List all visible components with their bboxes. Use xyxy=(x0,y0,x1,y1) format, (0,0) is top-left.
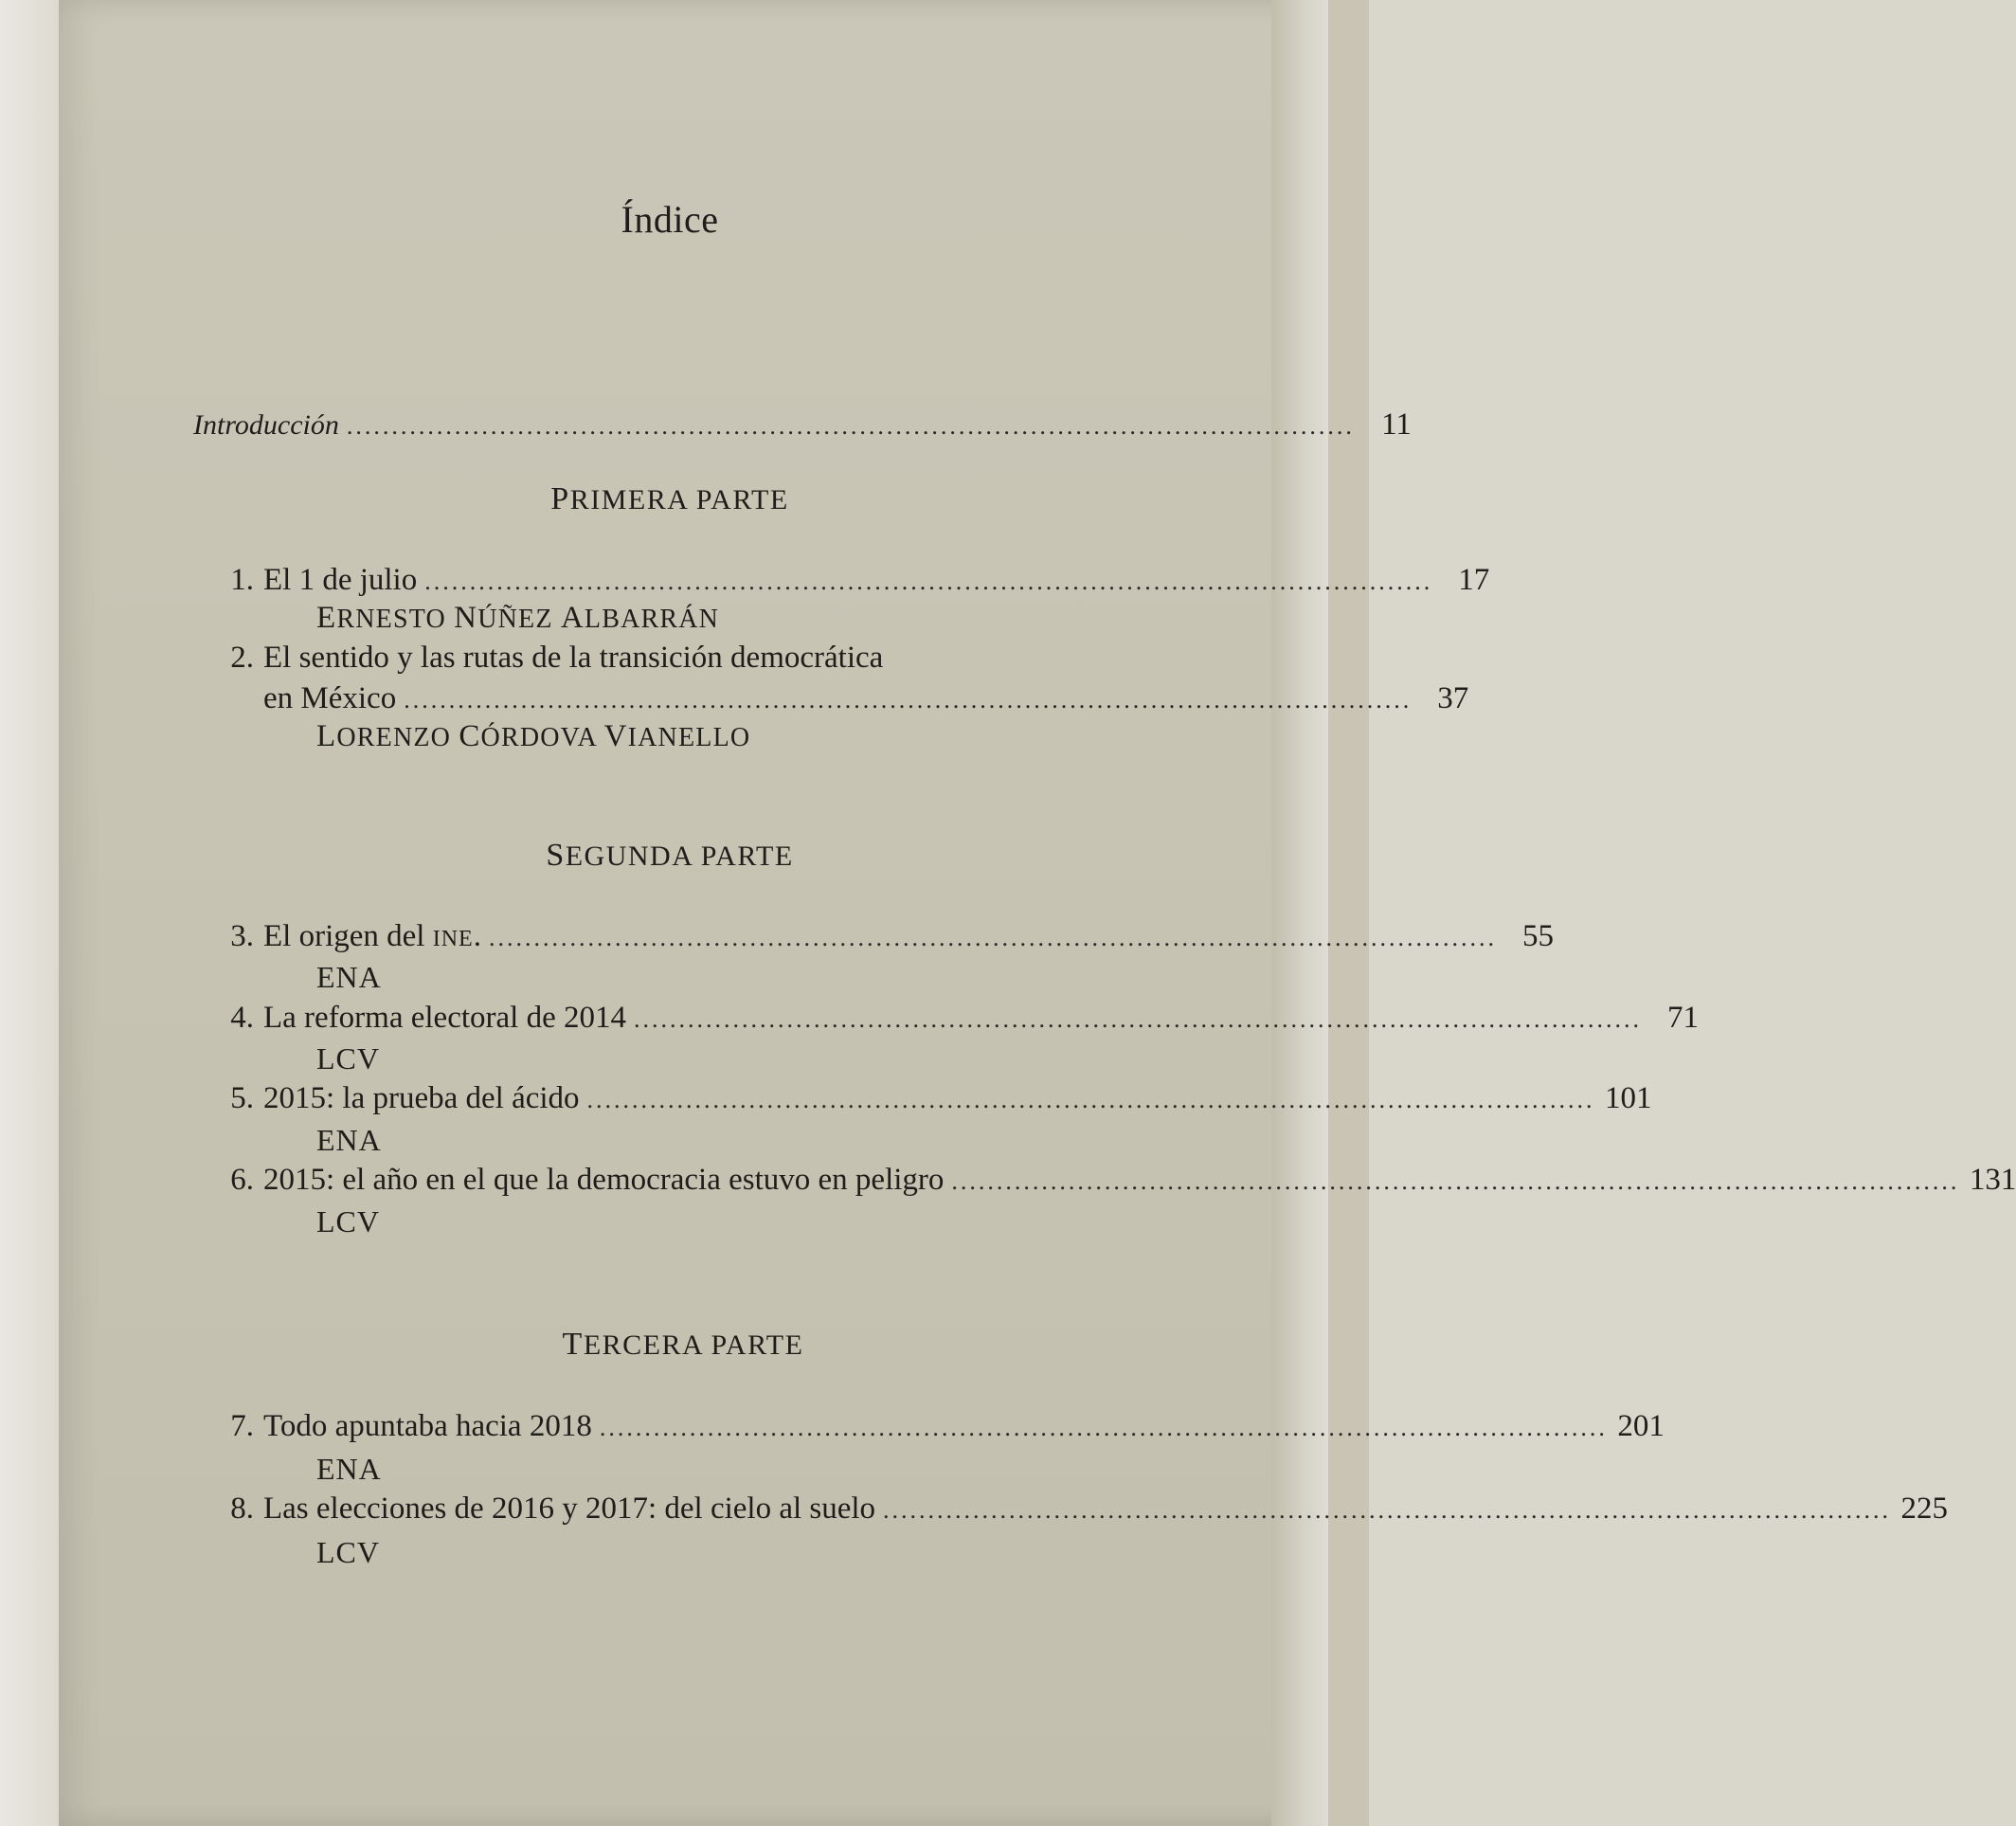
toc-entry-2-line1[interactable] xyxy=(210,639,883,677)
dot-leader: ................................................................................................................ xyxy=(586,1086,1595,1113)
dot-leader: ................................................................................................................ xyxy=(346,412,1355,440)
toc-entry-4[interactable] xyxy=(210,999,1699,1039)
dot-leader: ................................................................................................................ xyxy=(404,686,1413,714)
entry-number: 1. xyxy=(230,563,254,597)
page-title: Índice xyxy=(621,198,719,241)
entry-page-number: 55 xyxy=(1521,919,1554,953)
entry-author: LCV xyxy=(316,1535,380,1569)
entry-author: ERNESTO NÚÑEZ ALBARRÁN xyxy=(316,601,720,635)
entry-number: 3. xyxy=(230,919,254,953)
toc-entry-2[interactable] xyxy=(263,679,1469,719)
entry-page-number: 11 xyxy=(1381,407,1412,442)
entry-page-number: 71 xyxy=(1666,1001,1699,1035)
entry-title: 2015: el año en el que la democracia estuvo en peligro xyxy=(263,1163,945,1197)
entry-author: LORENZO CÓRDOVA VIANELLO xyxy=(316,719,751,753)
dot-leader: ................................................................................................................ xyxy=(424,568,1433,595)
toc-entry-7[interactable] xyxy=(210,1407,1665,1447)
toc-entry-3[interactable] xyxy=(210,917,1554,958)
dot-leader: ................................................................................................................ xyxy=(633,1005,1642,1033)
entry-page-number: 37 xyxy=(1437,681,1469,715)
entry-number: 7. xyxy=(230,1409,254,1443)
toc-entry-6[interactable] xyxy=(210,1161,2016,1201)
dot-leader: ................................................................................................................ xyxy=(488,924,1497,951)
entry-page-number: 225 xyxy=(1900,1492,1949,1526)
dot-leader: ................................................................................................................ xyxy=(883,1496,1892,1524)
entry-number: 2. xyxy=(230,641,254,675)
entry-title: Introducción xyxy=(193,409,339,441)
toc-entry-5[interactable] xyxy=(210,1079,1652,1119)
part-heading-segunda: SEGUNDA PARTE xyxy=(546,838,794,873)
dot-leader: ................................................................................................................ xyxy=(951,1167,1960,1195)
part-heading-primera: PRIMERA PARTE xyxy=(550,481,789,516)
entry-number: 4. xyxy=(230,1001,254,1035)
dot-leader: ................................................................................................................ xyxy=(599,1414,1608,1441)
book-page xyxy=(59,0,2016,1826)
entry-title: Todo apuntaba hacia 2018 xyxy=(263,1409,592,1443)
entry-title: 2015: la prueba del ácido xyxy=(263,1081,580,1115)
toc-entry-1[interactable] xyxy=(210,561,1490,601)
entry-author: LCV xyxy=(316,1041,380,1076)
entry-page-number: 17 xyxy=(1458,563,1490,597)
toc-entry-8[interactable] xyxy=(210,1490,1949,1529)
entry-number: 6. xyxy=(230,1163,254,1197)
entry-title: La reforma electoral de 2014 xyxy=(263,1001,626,1035)
entry-title: El origen del INE. xyxy=(263,919,481,953)
entry-number: 5. xyxy=(230,1081,254,1115)
entry-author: ENA xyxy=(316,1452,382,1486)
entry-page-number: 131 xyxy=(1969,1163,2016,1197)
entry-title-continued: en México xyxy=(263,681,397,715)
entry-title: Las elecciones de 2016 y 2017: del cielo al suelo xyxy=(263,1492,876,1526)
entry-author: ENA xyxy=(316,960,382,994)
entry-number: 8. xyxy=(230,1492,254,1526)
table-of-contents xyxy=(59,0,2016,1826)
entry-page-number: 201 xyxy=(1617,1409,1665,1443)
entry-author: ENA xyxy=(316,1123,382,1157)
entry-author: LCV xyxy=(316,1204,380,1238)
entry-page-number: 101 xyxy=(1605,1081,1652,1115)
toc-entry-introduccion[interactable] xyxy=(193,406,1412,445)
part-heading-tercera: TERCERA PARTE xyxy=(562,1327,804,1362)
entry-title: El 1 de julio xyxy=(263,563,418,597)
entry-title: El sentido y las rutas de la transición democrática xyxy=(263,641,884,675)
